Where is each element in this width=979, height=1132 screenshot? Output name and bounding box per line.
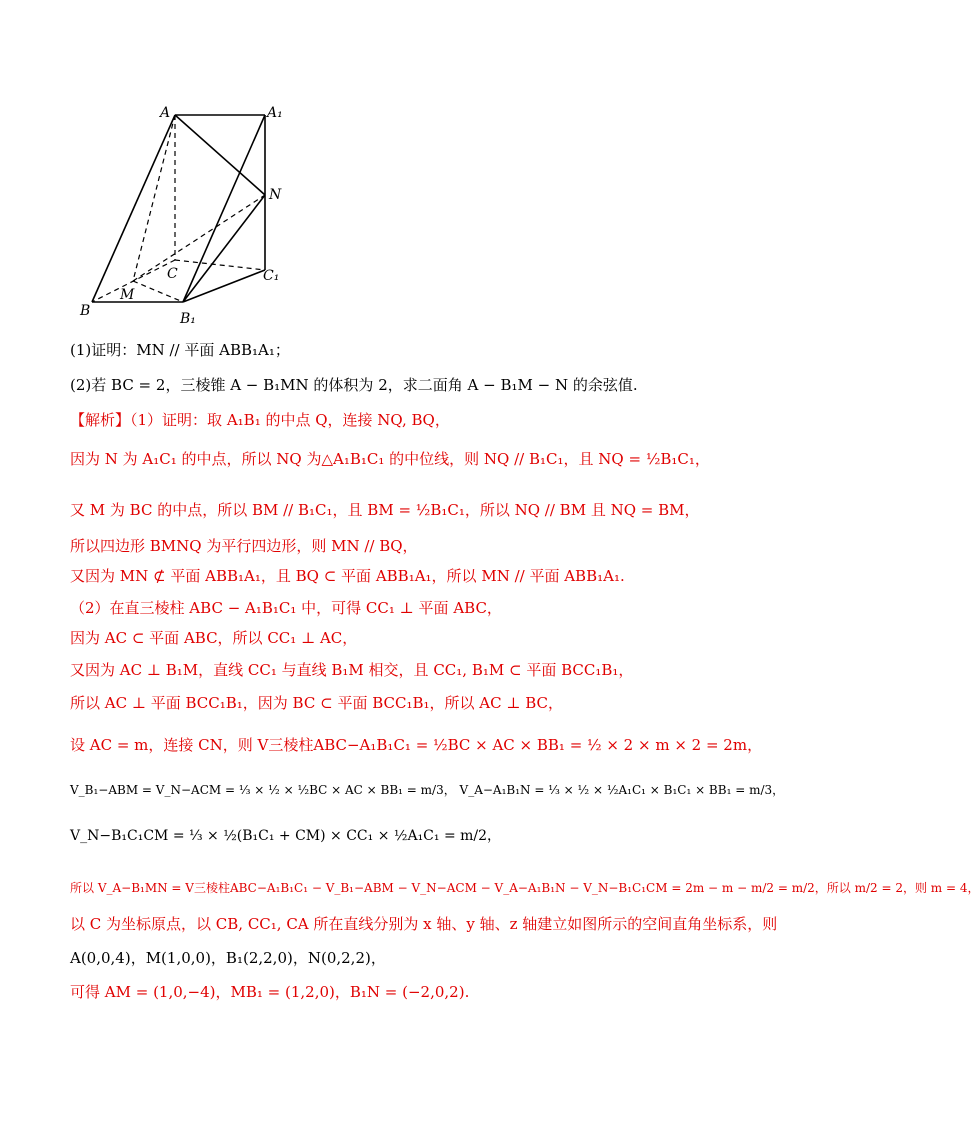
label-M: M [120,287,135,303]
label-C: C [167,266,178,282]
label-N: N [269,187,282,203]
solution-line-7: 因为 AC ⊂ 平面 ABC，所以 CC₁ ⊥ AC， [70,629,358,647]
solution-line-14: 以 C 为坐标原点，以 CB, CC₁, CA 所在直线分别为 x 轴、y 轴、z 轴建立如图所示的空间直角坐标系，则 [70,915,778,933]
solution-text-1: （1）证明：取 A₁B₁ 的中点 Q，连接 NQ, BQ， [130,411,450,429]
solution-line-6: （2）在直三棱柱 ABC − A₁B₁C₁ 中，可得 CC₁ ⊥ 平面 ABC， [70,599,502,617]
label-B: B [80,303,91,319]
label-B1: B₁ [180,311,196,327]
solution-line-9: 所以 AC ⊥ 平面 BCC₁B₁，因为 BC ⊂ 平面 BCC₁B₁，所以 AC ⊥ BC， [70,694,564,712]
solution-line-4: 所以四边形 BMNQ 为平行四边形，则 MN // BQ， [70,537,418,555]
question-1: (1)证明：MN // 平面 ABB₁A₁； [70,341,290,359]
solution-line-3: 又 M 为 BC 的中点，所以 BM // B₁C₁，且 BM = ½B₁C₁，所以 NQ // BM 且 NQ = BM， [70,501,700,519]
solution-line-16: 可得 AM = (1,0,−4)，MB₁ = (1,2,0)，B₁N = (−2,0,2). [70,983,470,1001]
solution-line-12: V_N−B₁C₁CM = ⅓ × ½(B₁C₁ + CM) × CC₁ × ½A₁C₁ = m/2， [70,828,502,844]
solution-line-2: 因为 N 为 A₁C₁ 的中点，所以 NQ 为△A₁B₁C₁ 的中位线，则 NQ // B₁C₁，且 NQ = ½B₁C₁， [70,450,710,468]
solution-tag: 【解析】 [70,411,131,429]
solution-line-10: 设 AC = m，连接 CN，则 V三棱柱ABC−A₁B₁C₁ = ½BC × AC × BB₁ = ½ × 2 × m × 2 = 2m， [70,736,763,754]
solution-line-5: 又因为 MN ⊄ 平面 ABB₁A₁，且 BQ ⊂ 平面 ABB₁A₁，所以 MN // 平面 ABB₁A₁. [70,567,625,585]
solution-line-13: 所以 V_A−B₁MN = V三棱柱ABC−A₁B₁C₁ − V_B₁−ABM − V_N−ACM − V_A−A₁B₁N − V_N−B₁C₁CM = 2m − m − m/2 = m/2，所以 m/2 = 2，则 m = 4， [70,881,979,895]
label-A: A [160,105,171,121]
label-C1: C₁ [263,268,280,284]
solution-line-15: A(0,0,4)，M(1,0,0)，B₁(2,2,0)，N(0,2,2)， [70,949,386,967]
solution-line-8: 又因为 AC ⊥ B₁M，直线 CC₁ 与直线 B₁M 相交，且 CC₁, B₁M ⊂ 平面 BCC₁B₁， [70,661,634,679]
solution-line-1 [70,410,450,430]
question-2: (2)若 BC = 2，三棱锥 A − B₁MN 的体积为 2，求二面角 A − B₁M − N 的余弦值. [70,376,638,394]
solution-line-11: V_B₁−ABM = V_N−ACM = ⅓ × ½ × ½BC × AC × BB₁ = m/3， V_A−A₁B₁N = ⅓ × ½ × ½A₁C₁ × B₁C₁ × BB₁ = m/3， [70,783,785,797]
prism-figure [70,95,310,330]
label-A1: A₁ [267,105,283,121]
